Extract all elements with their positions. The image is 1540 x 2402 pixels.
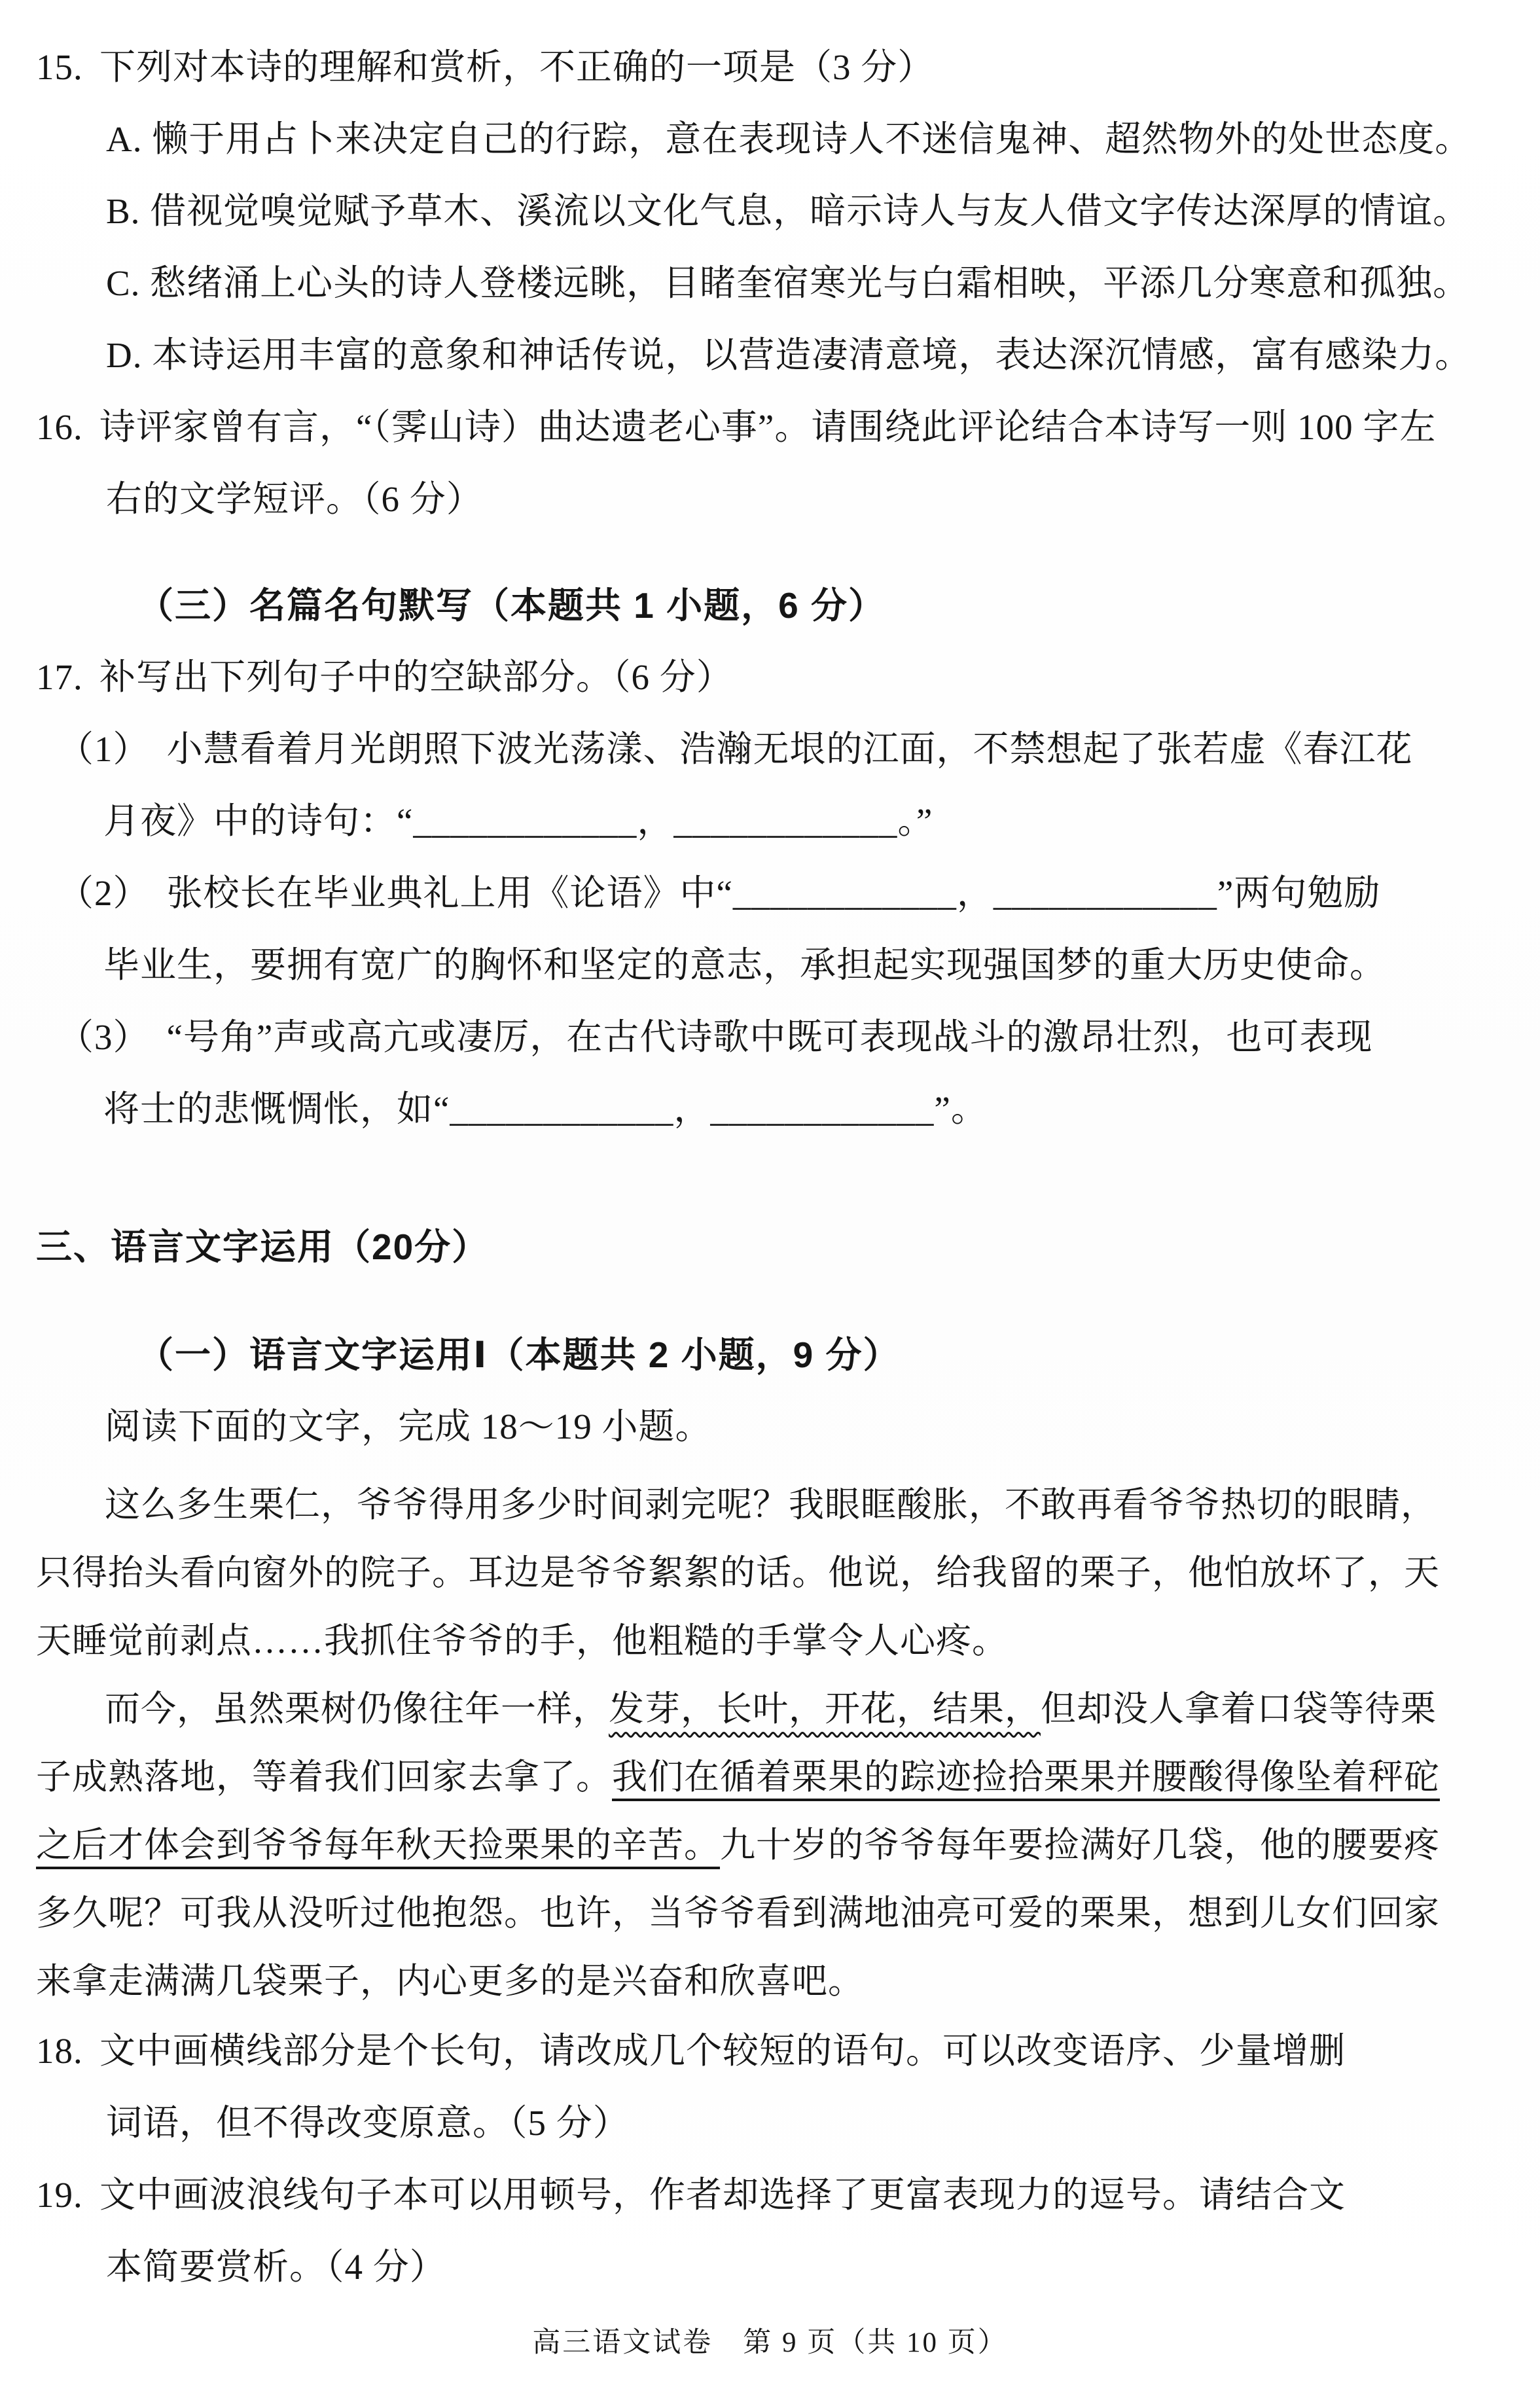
q16-number: 16. — [36, 407, 83, 447]
passage-segment: 而今，虽然栗树仍像往年一样， — [105, 1689, 609, 1729]
passage-segment: 九十岁的爷爷每年要捡满好几袋，他的腰要疼 — [720, 1825, 1440, 1865]
passage-segment: 但却没人拿着口袋等待栗 — [1041, 1689, 1437, 1729]
q15-option-a: A. 懒于用占卜来决定自己的行踪，意在表现诗人不迷信鬼神、超然物外的处世态度。 — [106, 119, 1472, 159]
q17-stem-line — [0, 641, 1540, 713]
q15-number: 15. — [36, 47, 83, 87]
q17-number: 17. — [36, 657, 83, 697]
reading-intro: 阅读下面的文字，完成 18～19 小题。 — [105, 1407, 712, 1446]
q16-line1 — [0, 391, 1540, 463]
q19-line1 — [0, 2159, 1540, 2231]
q17-item1-line2: 月夜》中的诗句：“____________，____________。” — [103, 801, 933, 841]
q17-item3-line2: 将士的悲慨惆怅，如“____________，____________”。 — [103, 1089, 988, 1129]
passage-p2-line2 — [0, 1743, 1540, 1811]
q15-stem: 下列对本诗的理解和赏析，不正确的一项是（3 分） — [99, 47, 935, 87]
q17-item2-line2: 毕业生，要拥有宽广的胸怀和坚定的意志，承担起实现强国梦的重大历史使命。 — [103, 945, 1387, 985]
q15-stem-line — [0, 31, 1540, 103]
passage-segment-line-underline: 之后才体会到爷爷每年秋天捡栗果的辛苦。 — [36, 1825, 720, 1865]
q18-number: 18. — [36, 2031, 83, 2071]
q19-stem-part1: 文中画波浪线句子本可以用顿号，作者却选择了更富表现力的逗号。请结合文 — [99, 2175, 1346, 2215]
q16-stem-part1: 诗评家曾有言，“（霁山诗）曲达遗老心事”。请围绕此评论结合本诗写一则 100 字左 — [99, 407, 1437, 447]
q17-item1-label: （1） — [58, 729, 150, 769]
passage-p1-line2: 只得抬头看向窗外的院子。耳边是爷爷絮絮的话。他说，给我留的栗子，他怕放坏了，天 — [36, 1553, 1440, 1592]
q17-item3-line1 — [0, 1001, 1540, 1073]
passage-p1-line1: 这么多生栗仁，爷爷得用多少时间剥完呢？我眼眶酸胀，不敢再看爷爷热切的眼睛， — [105, 1485, 1437, 1524]
reading-passage — [0, 1471, 1540, 2015]
q16-line2: 右的文学短评。（6 分） — [106, 479, 483, 519]
passage-p2-line4: 多久呢？可我从没听过他抱怨。也许，当爷爷看到满地油亮可爱的栗果，想到儿女们回家 — [36, 1893, 1440, 1933]
q15-option-c: C. 愁绪涌上心头的诗人登楼远眺，目睹奎宿寒光与白霜相映，平添几分寒意和孤独。 — [106, 263, 1470, 303]
q17-item3-text: “号角”声或高亢或凄厉，在古代诗歌中既可表现战斗的激昂壮烈，也可表现 — [166, 1017, 1373, 1057]
passage-p2-line3 — [0, 1811, 1540, 1879]
passage-p2-line1 — [0, 1675, 1540, 1743]
passage-p2-line5: 来拿走满满几袋栗子，内心更多的是兴奋和欣喜吧。 — [36, 1962, 864, 2001]
q19-line2: 本简要赏析。（4 分） — [106, 2247, 446, 2287]
passage-segment-line-underline: 我们在循着栗果的踪迹捡拾栗果并腰酸得像坠着秤砣 — [612, 1757, 1440, 1797]
q18-line2: 词语，但不得改变原意。（5 分） — [106, 2103, 630, 2143]
q17-item2-label: （2） — [58, 873, 150, 913]
part3-1-heading: （一）语言文字运用Ⅰ（本题共 2 小题，9 分） — [137, 1335, 901, 1375]
q15-option-b: B. 借视觉嗅觉赋予草木、溪流以文化气息，暗示诗人与友人借文字传达深厚的情谊。 — [106, 191, 1470, 231]
q18-line1 — [0, 2015, 1540, 2087]
page-footer: 高三语文试卷 第 9 页（共 10 页） — [532, 2327, 1008, 2358]
q19-number: 19. — [36, 2175, 83, 2215]
q18-stem-part1: 文中画横线部分是个长句，请改成几个较短的语句。可以改变语序、少量增删 — [99, 2031, 1346, 2071]
passage-segment: 子成熟落地，等着我们回家去拿了。 — [36, 1757, 612, 1797]
q17-item2-text: 张校长在毕业典礼上用《论语》中“____________，____________”两句勉励 — [166, 873, 1381, 913]
q17-item3-label: （3） — [58, 1017, 150, 1057]
q17-stem: 补写出下列句子中的空缺部分。（6 分） — [99, 657, 733, 697]
q17-item2-line1 — [0, 857, 1540, 929]
passage-segment-wavy-underline: 发芽，长叶，开花，结果， — [609, 1689, 1041, 1729]
q17-item1-line1 — [0, 713, 1540, 785]
part3-heading: 三、语言文字运用（20分） — [36, 1227, 490, 1267]
q17-item1-text: 小慧看着月光朗照下波光荡漾、浩瀚无垠的江面，不禁想起了张若虚《春江花 — [166, 729, 1413, 769]
section3-heading: （三）名篇名句默写（本题共 1 小题，6 分） — [137, 585, 886, 626]
q15-option-d: D. 本诗运用丰富的意象和神话传说，以营造凄清意境，表达深沉情感，富有感染力。 — [106, 335, 1472, 375]
passage-p1-line3: 天睡觉前剥点……我抓住爷爷的手，他粗糙的手掌令人心疼。 — [36, 1621, 1008, 1660]
